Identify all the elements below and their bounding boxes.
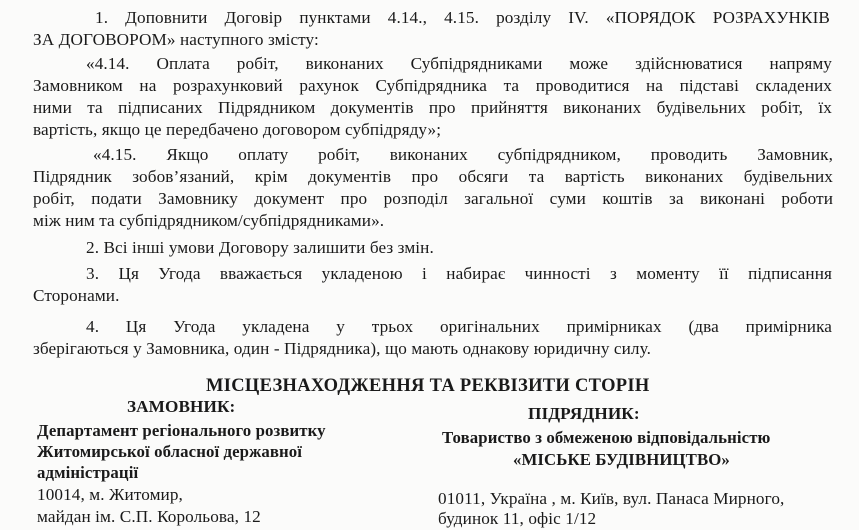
paragraph-415-line-1: «4.15. Якщо оплату робіт, виконаних субпідрядником, проводить Замовник, <box>93 145 833 164</box>
paragraph-415-line-3: робіт, подати Замовнику документ про розподіл загальної суми коштів за виконані роботи <box>33 189 833 208</box>
paragraph-1-line-2: ЗА ДОГОВОРОМ» наступного змісту: <box>33 30 319 49</box>
paragraph-2-line-1: 2. Всі інші умови Договору залишити без змін. <box>86 238 434 257</box>
paragraph-415-line-4: між ним та субпідрядником/субпідрядниками». <box>33 211 385 230</box>
customer-role: ЗАМОВНИК: <box>127 397 236 416</box>
customer-address-line-1: 10014, м. Житомир, <box>37 485 183 504</box>
paragraph-414-line-2: Замовником на розрахунковий рахунок Субпідрядника та проводитися на підставі складених <box>33 76 832 95</box>
paragraph-3-line-1: 3. Ця Угода вважається укладеною і набирає чинності з моменту її підписання <box>86 264 832 283</box>
paragraph-414-line-4: вартість, якщо це передбачено договором субпідряду»; <box>33 120 442 139</box>
customer-address-line-2: майдан ім. С.П. Корольова, 12 <box>37 507 261 526</box>
paragraph-3-line-2: Сторонами. <box>33 286 120 305</box>
contractor-role: ПІДРЯДНИК: <box>528 404 640 423</box>
contractor-address-line-2: будинок 11, офіс 1/12 <box>438 509 597 528</box>
paragraph-414-line-3: ними та підписаних Підрядником документів про прийняття виконаних будівельних робіт, їх <box>33 98 832 117</box>
paragraph-414-line-1: «4.14. Оплата робіт, виконаних Субпідрядниками може здійснюватися напряму <box>86 54 832 73</box>
customer-name-line-1: Департамент регіонального розвитку <box>37 421 326 440</box>
contractor-name-line-1: Товариство з обмеженою відповідальністю <box>442 428 771 447</box>
paragraph-4-line-2: зберігаються у Замовника, один - Підрядника), що мають однакову юридичну силу. <box>33 339 651 358</box>
requisites-heading: МІСЦЕЗНАХОДЖЕННЯ ТА РЕКВІЗИТИ СТОРІН <box>206 376 650 396</box>
paragraph-4-line-1: 4. Ця Угода укладена у трьох оригінальних примірниках (два примірника <box>86 317 832 336</box>
contractor-name-line-2: «МІСЬКЕ БУДІВНИЦТВО» <box>513 450 730 469</box>
contractor-address-line-1: 01011, Україна , м. Київ, вул. Панаса Мирного, <box>438 489 785 508</box>
customer-name-line-2: Житомирської обласної державної <box>37 442 303 461</box>
paragraph-1-line-1: 1. Доповнити Договір пунктами 4.14., 4.15. розділу IV. «ПОРЯДОК РОЗРАХУНКІВ <box>95 8 830 27</box>
paragraph-415-line-2: Підрядник зобов’язаний, крім документів про обсяги та вартість виконаних будівельних <box>33 167 833 186</box>
customer-name-line-3: адміністрації <box>37 463 139 482</box>
